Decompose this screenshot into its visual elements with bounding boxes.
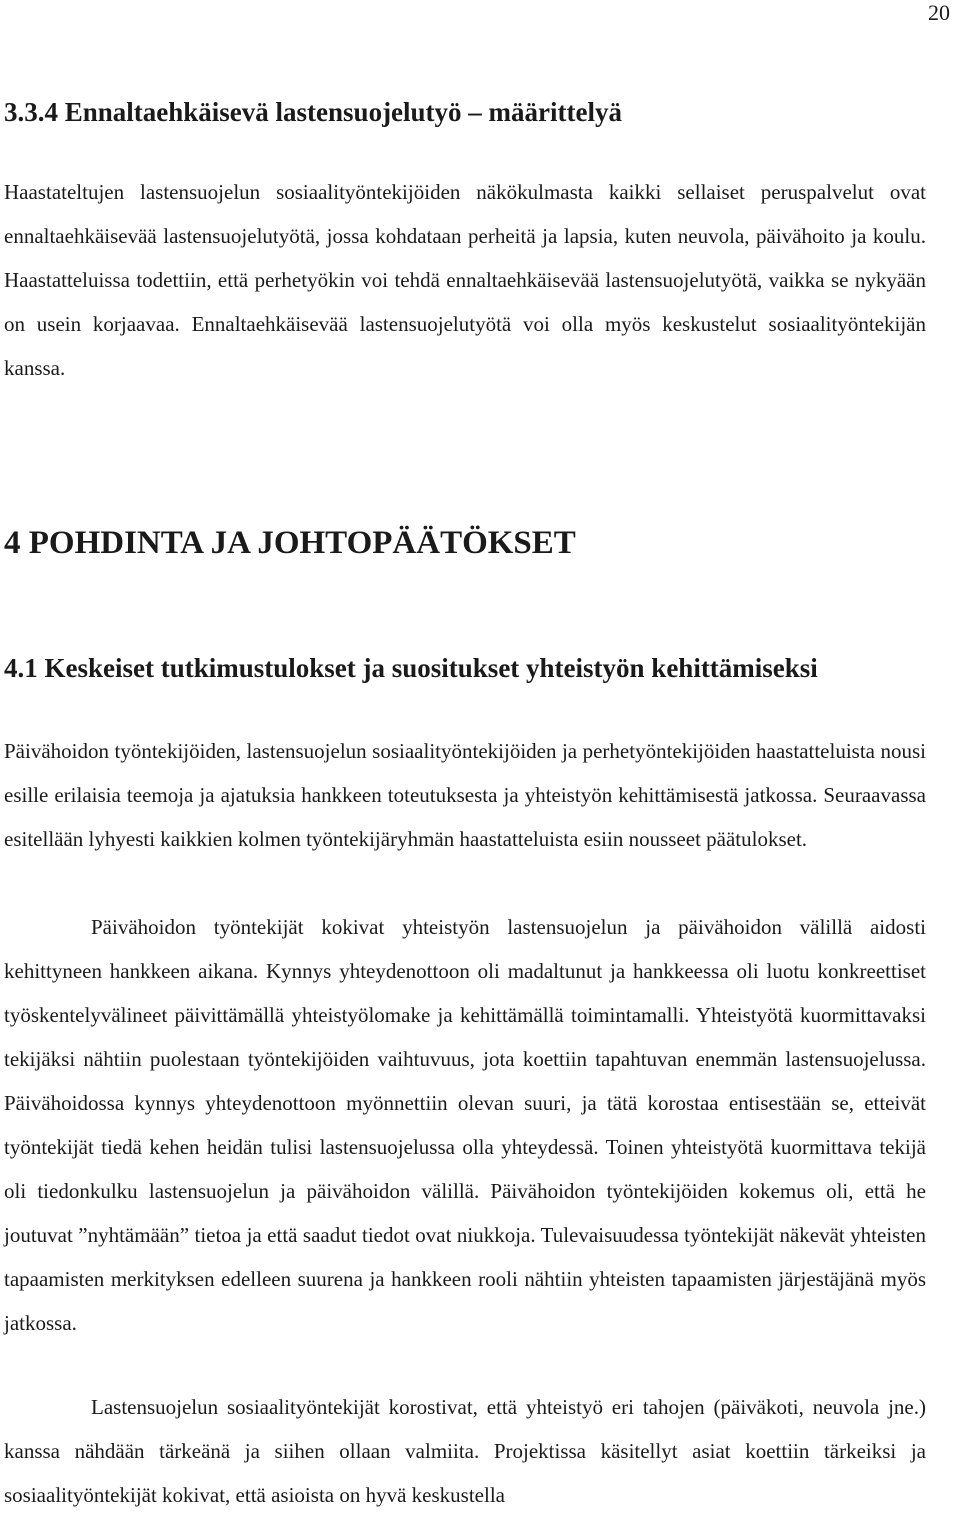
page-number: 20	[928, 0, 950, 25]
paragraph-interviews-overview: Päivähoidon työntekijöiden, lastensuojelun sosiaalityöntekijöiden ja perhetyöntekijöiden haastatteluista nousi esille erilaisia teemoja ja ajatuksia hankkeen toteutuksesta ja yhteistyön kehittämisestä jatkossa. Seuraavassa esitellään lyhyesti kaikkien kolmen työntekijäryhmän haastatteluista esiin nousseet päätulokset.	[4, 739, 926, 851]
paragraph-preventive-work: Haastateltujen lastensuojelun sosiaalityöntekijöiden näkökulmasta kaikki sellaiset peruspalvelut ovat ennaltaehkäisevää lastensuojelutyötä, jossa kohdataan perheitä ja lapsia, kuten neuvola, päivähoito ja koulu. Haastatteluissa todettiin, että perhetyökin voi tehdä ennaltaehkäisevää lastensuojelutyötä, vaikka se nykyään on usein korjaavaa. Ennaltaehkäisevää lastensuojelutyötä voi olla myös keskustelut sosiaalityöntekijän kanssa.	[4, 180, 926, 380]
section-heading-3-3-4: 3.3.4 Ennaltaehkäisevä lastensuojelutyö – määrittelyä	[4, 97, 622, 127]
chapter-heading-4: 4 POHDINTA JA JOHTOPÄÄTÖKSET	[4, 525, 576, 561]
section-heading-4-1: 4.1 Keskeiset tutkimustulokset ja suositukset yhteistyön kehittämiseksi	[4, 653, 818, 683]
paragraph-social-workers: Lastensuojelun sosiaalityöntekijät korostivat, että yhteistyö eri tahojen (päiväkoti, neuvola jne.) kanssa nähdään tärkeänä ja siihen ollaan valmiita. Projektissa käsitellyt asiat koettiin tärkeiksi ja sosiaalityöntekijät kokivat, että asioista on hyvä keskustella	[4, 1395, 926, 1507]
paragraph-daycare-workers: Päivähoidon työntekijät kokivat yhteistyön lastensuojelun ja päivähoidon välillä aidosti kehittyneen hankkeen aikana. Kynnys yhteydenottoon oli madaltunut ja hankkeessa oli luotu konkreettiset työskentelyvälineet päivittämällä yhteistyölomake ja kehittämällä toimintamalli. Yhteistyötä kuormittavaksi tekijäksi nähtiin puolestaan työntekijöiden vaihtuvuus, jota koettiin tapahtuvan enemmän lastensuojelussa. Päivähoidossa kynnys yhteydenottoon myönnettiin olevan suuri, ja tätä korostaa entisestään se, etteivät työntekijät tiedä kehen heidän tulisi lastensuojelussa olla yhteydessä. Toinen yhteistyötä kuormittava tekijä oli tiedonkulku lastensuojelun ja päivähoidon välillä. Päivähoidon työntekijöiden kokemus oli, että he joutuvat ”nyhtämään” tietoa ja että saadut tiedot ovat niukkoja. Tulevaisuudessa työntekijät näkevät yhteisten tapaamisten merkityksen edelleen suurena ja hankkeen rooli nähtiin yhteisten tapaamisten järjestäjänä myös jatkossa.	[4, 915, 926, 1335]
